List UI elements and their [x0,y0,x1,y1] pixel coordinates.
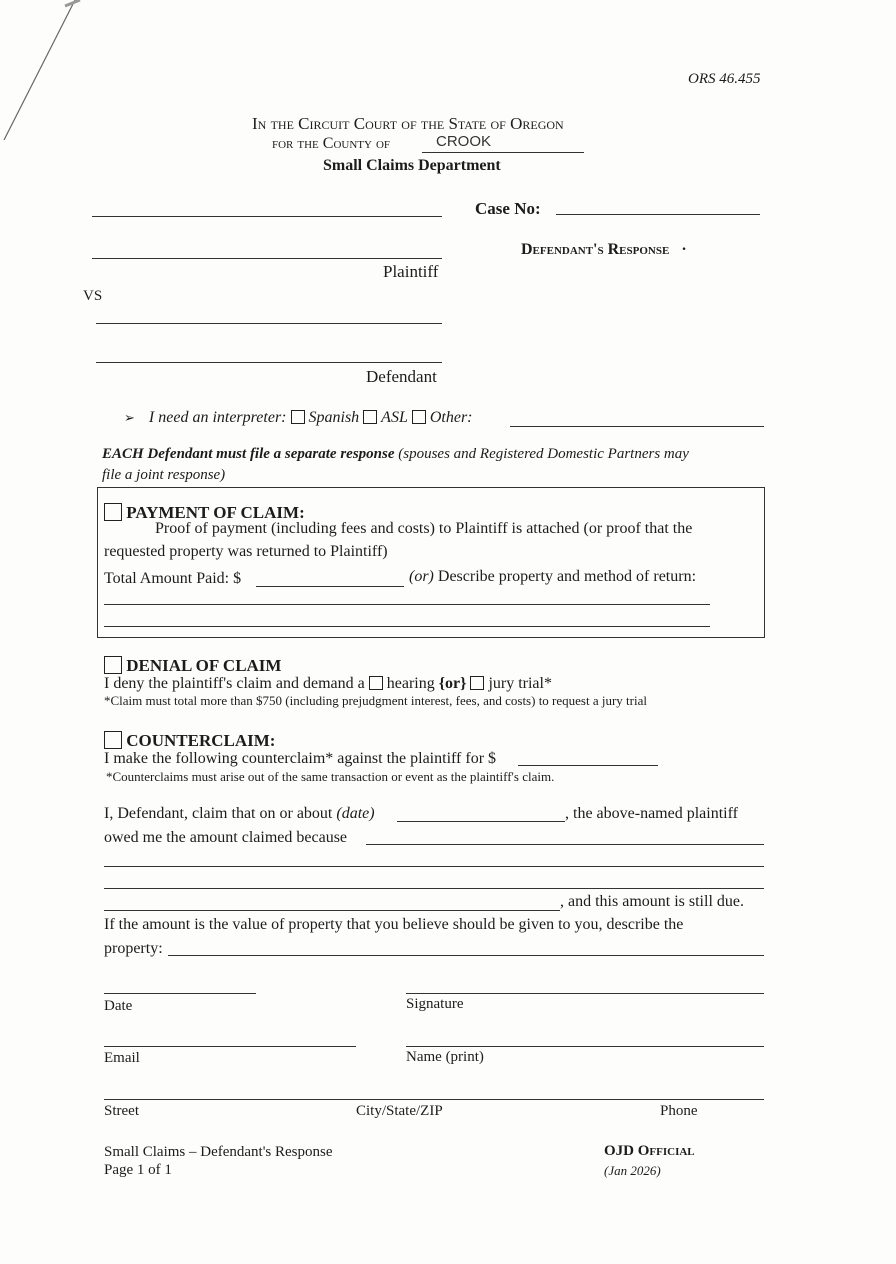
reason-line-2[interactable] [104,866,764,867]
each-defendant-note [102,446,689,463]
owed-label: owed me the amount claimed because [104,829,348,846]
interpreter-label: I need an interpreter: [148,409,287,426]
date-label: Date [104,998,133,1014]
payment-checkbox[interactable] [104,503,122,521]
counterclaim-line1: I make the following counterclaim* against the plaintiff for $ [104,750,497,767]
counterclaim-amount-field[interactable] [518,765,658,766]
denial-heading-row [104,656,281,676]
street-label: Street [104,1103,139,1119]
payment-line1: Proof of payment (including fees and costs) to Plaintiff is attached (or proof that the [155,520,693,537]
footer-page: Page 1 of 1 [104,1162,172,1178]
footer-official: OJD Official [604,1143,695,1159]
describe-line-2[interactable] [104,626,710,627]
denial-or-label: {or} [438,675,467,692]
counterclaim-checkbox[interactable] [104,731,122,749]
claim-date-field[interactable] [397,821,565,822]
address-field[interactable] [104,1099,764,1100]
claim-date-label: (date) [336,805,375,822]
reason-line-4[interactable] [104,910,560,911]
signature-field[interactable] [406,993,764,994]
claim-statement-row [104,805,375,823]
claim-statement-suffix: , the above-named plaintiff [565,805,738,822]
reason-line-3[interactable] [104,888,764,889]
date-field[interactable] [104,993,256,994]
reason-line-1[interactable] [366,844,764,845]
denial-note: *Claim must total more than $750 (including prejudgment interest, fees, and costs) to request a jury trial [104,693,647,708]
total-paid-field[interactable] [256,586,404,587]
other-checkbox[interactable] [412,410,426,424]
defendant-name-line-1[interactable] [96,323,442,324]
each-defendant-bold: EACH Defendant must file a separate response [102,446,395,462]
phone-label: Phone [660,1103,698,1119]
footer-form-name: Small Claims – Defendant's Response [104,1144,333,1160]
denial-line1 [104,675,552,693]
arrow-bullet-icon: ➢ [124,411,135,426]
hearing-checkbox[interactable] [369,676,383,690]
form-title-mark: · [681,241,687,258]
describe-line-1[interactable] [104,604,710,605]
statute-reference: ORS 46.455 [688,71,761,87]
each-defendant-rest: (spouses and Registered Domestic Partners may [398,446,689,462]
payment-heading: PAYMENT OF CLAIM: [126,503,305,522]
payment-line2: requested property was returned to Plaintiff) [104,543,388,560]
other-language-field[interactable] [510,426,764,427]
still-due-text: , and this amount is still due. [560,893,744,910]
asl-label: ASL [381,409,408,426]
counterclaim-heading-row [104,731,275,751]
hearing-label: hearing [386,675,435,692]
department-title: Small Claims Department [323,157,501,174]
total-paid-label: Total Amount Paid: $ [104,570,242,587]
form-title [521,241,687,259]
jury-trial-label: jury trial* [488,675,552,692]
jury-trial-checkbox[interactable] [470,676,484,690]
email-field[interactable] [104,1046,356,1047]
property-field[interactable] [168,955,764,956]
property-line1: If the amount is the value of property that you believe should be given to you, describe the [104,916,684,933]
asl-checkbox[interactable] [363,410,377,424]
spanish-checkbox[interactable] [291,410,305,424]
counterclaim-note: *Counterclaims must arise out of the same transaction or event as the plaintiff's claim. [106,769,555,784]
spanish-label: Spanish [308,409,360,426]
signature-label: Signature [406,996,464,1012]
name-print-label: Name (print) [406,1049,484,1065]
interpreter-row [124,409,473,427]
denial-checkbox[interactable] [104,656,122,674]
plaintiff-label: Plaintiff [383,262,439,281]
claim-statement-prefix: I, Defendant, claim that on or about [104,805,333,822]
describe-row [409,568,696,586]
case-no-label: Case No: [475,199,541,218]
footer-date: (Jan 2026) [604,1163,661,1178]
vs-label: VS [83,288,103,304]
or-label: (or) [409,568,434,585]
counterclaim-heading: COUNTERCLAIM: [126,731,276,750]
describe-label: Describe property and method of return: [437,568,697,585]
plaintiff-name-line-2[interactable] [92,258,442,259]
other-label: Other: [429,409,473,426]
scan-edge-mark [0,0,100,150]
court-title: In the Circuit Court of the State of Oregon [252,114,564,133]
case-no-field[interactable] [556,214,760,215]
county-prefix: for the County of [272,135,391,152]
name-print-field[interactable] [406,1046,764,1047]
city-state-zip-label: City/State/ZIP [356,1103,443,1119]
each-defendant-line2: file a joint response) [102,467,226,483]
defendant-name-line-2[interactable] [96,362,442,363]
plaintiff-name-line-1[interactable] [92,216,442,217]
county-field-line [422,152,584,153]
form-title-text: Defendant's Response [521,241,670,258]
county-value[interactable]: CROOK [436,133,492,150]
email-label: Email [104,1050,140,1066]
defendant-label: Defendant [366,367,437,386]
denial-prefix: I deny the plaintiff's claim and demand a [104,675,365,692]
denial-heading: DENIAL OF CLAIM [126,656,282,675]
property-label: property: [104,940,163,957]
